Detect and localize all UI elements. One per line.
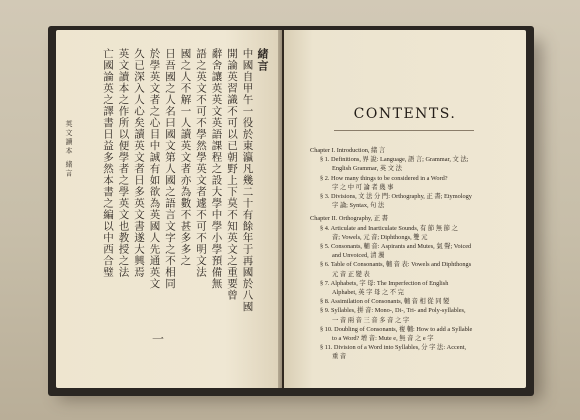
page-number: 一: [152, 332, 165, 346]
text-column: 開論英習識不可以已朝野上下莫不知英文之重要曾: [226, 48, 238, 301]
text-column: 辭舍讓英英文英語課程之設大學中學小學預備無: [210, 48, 223, 290]
text-column: 中國自甲午一役於東瀛凡幾二十有餘年于再國於八國: [241, 48, 254, 313]
toc-entry-cont: 字 之 中 可 論 者 幾 事: [332, 183, 394, 191]
toc-chapter: Chapter II. Orthography, 正 書: [310, 215, 388, 223]
toc-entry: § 3. Divisions, 文 法 分 門: Orthography, 正 書; Etymology: [320, 193, 472, 201]
preface-title: 緒言: [256, 48, 269, 72]
toc-entry-cont: 一 音 兩 音 三 音 多 音 之 字: [332, 316, 410, 324]
toc-entry-cont: 元 音 正 變 表: [332, 270, 370, 278]
toc-entry-cont: 字 論; Syntax, 句 法: [332, 202, 385, 210]
toc-entry-cont: and Unvoiced, 清 濁: [332, 252, 385, 260]
toc-entry-cont: 重 音: [332, 353, 347, 361]
margin-note: 英文讀本 緒言: [65, 120, 73, 179]
left-page: [56, 30, 282, 388]
text-column: 英文讀本之作所以便學者之學英文也教授之法: [117, 48, 130, 278]
toc-entry: § 10. Doubling of Consonants, 複 輔: How to add a Syllable: [320, 325, 473, 333]
toc-entry: § 8. Assimilation of Consonants, 輔 音 相 從 同 變: [320, 298, 450, 306]
text-column: 日吾國之人名曰國文第人國之語言文字之不相同: [164, 48, 176, 290]
toc-chapter: Chapter I. Introduction, 緒 言: [310, 147, 386, 154]
text-column: 國之人不解一人讀英文者亦為數不甚多多之: [179, 48, 192, 267]
toc-entry: § 7. Alphabets, 字 母: The Imperfection of English: [320, 279, 449, 287]
preface-text: [70, 48, 270, 358]
text-column: 久已深入人心矣讀英文者日多英文書遂大興焉: [133, 48, 145, 278]
text-column: 語之英文不可不學然學英文者遽不可不明文法: [195, 48, 207, 278]
right-page: [284, 30, 526, 388]
toc-entry-cont: 音; Vowels, 元 音; Diphthongs, 雙 元: [332, 233, 428, 241]
toc-entry: § 2. How many things to be considered in a Word?: [320, 174, 448, 182]
toc-entry: § 4. Articulate and Inarticulate Sounds, 有 節 無 節 之: [320, 224, 458, 232]
toc-entry-cont: English Grammar, 英 文 法: [332, 165, 402, 173]
title-rule: [334, 130, 474, 131]
toc-entry: § 9. Syllables, 拼 音: Mono-, Di-, Tri- and Poly-syllables,: [320, 307, 466, 315]
toc-entry: § 6. Table of Consonants, 輔 音 表: Vowels and Diphthongs: [320, 261, 472, 269]
toc-entry-cont: Alphabet, 英 字 母 之 不 完: [332, 289, 404, 297]
toc-entry: § 1. Definitions, 界 說: Language, 語 言; Grammar, 文 法;: [320, 156, 469, 164]
table-of-contents: [310, 142, 520, 362]
toc-entry: § 5. Consonants, 輔 音: Aspirants and Mutes, 氣 聲; Voiced: [320, 243, 472, 251]
toc-entry: § 11. Division of a Word into Syllables, 分 字 法: Accent,: [320, 344, 467, 352]
toc-entry-cont: to a Word? 增 音: Mute e, 無 音 之 e 字: [332, 335, 434, 343]
text-column: 亡國論英之譯書日益多然本書之編以中西合璧: [102, 48, 114, 278]
contents-title: CONTENTS.: [353, 106, 457, 122]
text-column: 於學英文者之心目中誠有如欲為英國人先通英文: [148, 48, 161, 290]
